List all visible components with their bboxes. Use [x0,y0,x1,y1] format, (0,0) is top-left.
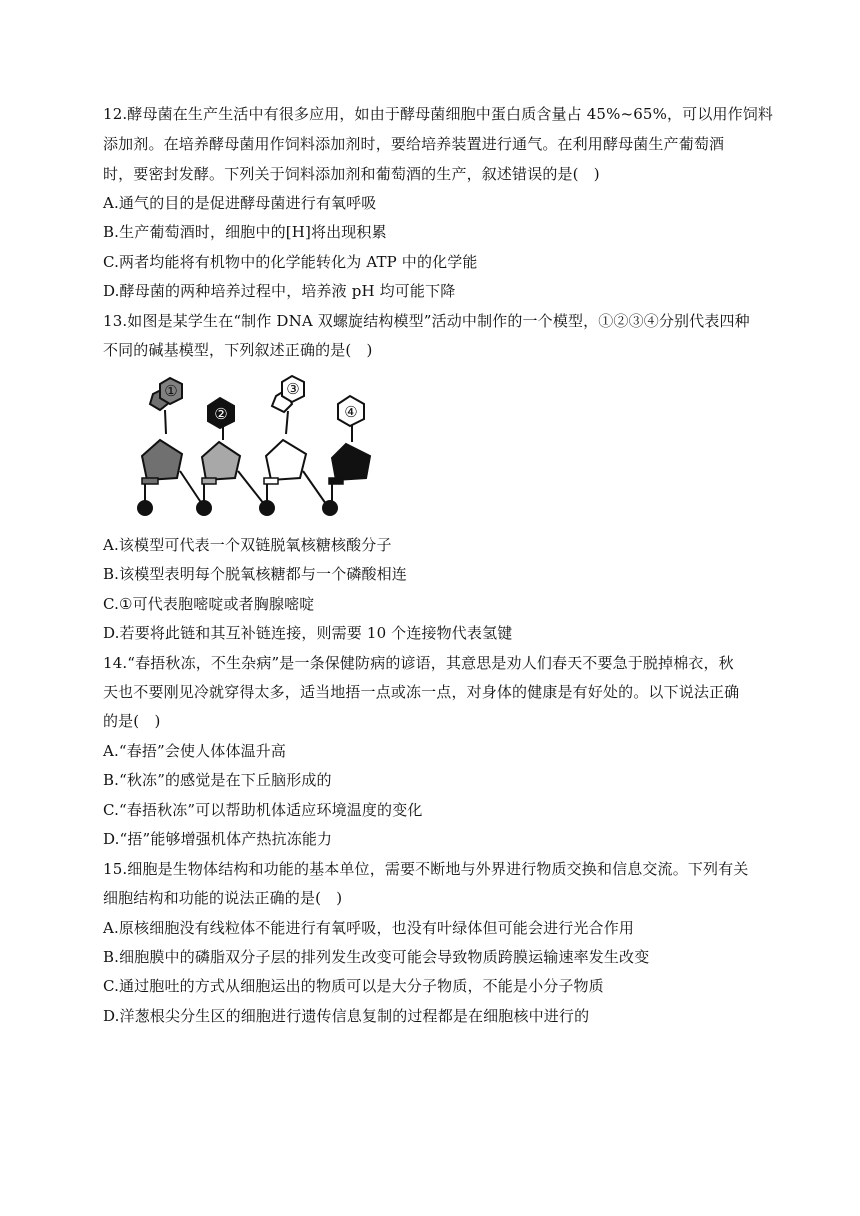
phosphate-4 [322,500,338,516]
q15-option-c: C.通过胞吐的方式从细胞运出的物质可以是大分子物质，不能是小分子物质 [103,977,604,995]
base-sugar-bond-3 [286,411,288,434]
q12-stem-line-1: 12.酵母菌在生产生活中有很多应用，如由于酵母菌细胞中蛋白质含量占 45%~65%，可以用作饲料 [103,105,774,123]
connector-3 [264,478,278,484]
q12-stem-line-3: 时，要密封发酵。下列关于饲料添加剂和葡萄酒的生产，叙述错误的是( ) [103,165,600,183]
sugar-phosphate-link-3 [303,471,326,504]
connector-4 [329,478,343,484]
base-4-label: ④ [344,403,358,421]
deoxyribose-2 [202,442,240,480]
q13-option-c: C.①可代表胞嘧啶或者胸腺嘧啶 [103,595,315,613]
q15-stem-line-1: 15.细胞是生物体结构和功能的基本单位，需要不断地与外界进行物质交换和信息交流。下列有关 [103,860,749,878]
dna-nucleotide-chain-diagram [120,370,390,520]
q14-option-c: C.“春捂秋冻”可以帮助机体适应环境温度的变化 [103,801,423,819]
q14-option-b: B.“秋冻”的感觉是在下丘脑形成的 [103,771,332,789]
q13-option-b: B.该模型表明每个脱氧核糖都与一个磷酸相连 [103,565,407,583]
q14-option-a: A.“春捂”会使人体体温升高 [103,742,287,760]
q14-stem-line-1: 14.“春捂秋冻，不生杂病”是一条保健防病的谚语，其意思是劝人们春天不要急于脱掉棉衣，秋 [103,654,734,672]
base-2-label: ② [214,405,228,423]
base-1-label: ① [164,382,178,400]
q14-stem-line-3: 的是( ) [103,712,161,730]
q12-option-a: A.通气的目的是促进酵母菌进行有氧呼吸 [103,194,377,212]
q15-stem-line-2: 细胞结构和功能的说法正确的是( ) [103,889,343,907]
sugar-phosphate-link-2 [238,471,264,504]
q12-option-c: C.两者均能将有机物中的化学能转化为 ATP 中的化学能 [103,253,478,271]
q14-option-d: D.“捂”能够增强机体产热抗冻能力 [103,830,333,848]
dna-model-figure [120,370,390,520]
q15-option-a: A.原核细胞没有线粒体不能进行有氧呼吸，也没有叶绿体但可能会进行光合作用 [103,919,635,937]
deoxyribose-1 [142,440,182,480]
connector-2 [202,478,216,484]
q13-option-d: D.若要将此链和其互补链连接，则需要 10 个连接物代表氢键 [103,624,513,642]
q15-option-d: D.洋葱根尖分生区的细胞进行遗传信息复制的过程都是在细胞核中进行的 [103,1007,590,1025]
q12-stem-line-2: 添加剂。在培养酵母菌用作饲料添加剂时，要给培养装置进行通气。在利用酵母菌生产葡萄酒 [103,135,725,153]
q14-stem-line-2: 天也不要刚见冷就穿得太多，适当地捂一点或冻一点，对身体的健康是有好处的。以下说法正确 [103,683,740,701]
q13-stem-line-1: 13.如图是某学生在“制作 DNA 双螺旋结构模型”活动中制作的一个模型，①②③④分别代表四种 [103,312,750,330]
q12-option-d: D.酵母菌的两种培养过程中，培养液 pH 均可能下降 [103,282,456,300]
deoxyribose-3 [266,440,306,480]
q13-option-a: A.该模型可代表一个双链脱氧核糖核酸分子 [103,536,392,554]
phosphate-2 [196,500,212,516]
base-sugar-bond-1 [165,410,166,434]
connector-1 [142,478,158,484]
q12-option-b: B.生产葡萄酒时，细胞中的[H]将出现积累 [103,223,387,241]
sugar-phosphate-link-1 [180,471,202,504]
q13-stem-line-2: 不同的碱基模型，下列叙述正确的是( ) [103,341,373,359]
q15-option-b: B.细胞膜中的磷脂双分子层的排列发生改变可能会导致物质跨膜运输速率发生改变 [103,948,650,966]
phosphate-1 [137,500,153,516]
base-3-label: ③ [286,380,300,398]
deoxyribose-4 [332,444,370,480]
phosphate-3 [259,500,275,516]
